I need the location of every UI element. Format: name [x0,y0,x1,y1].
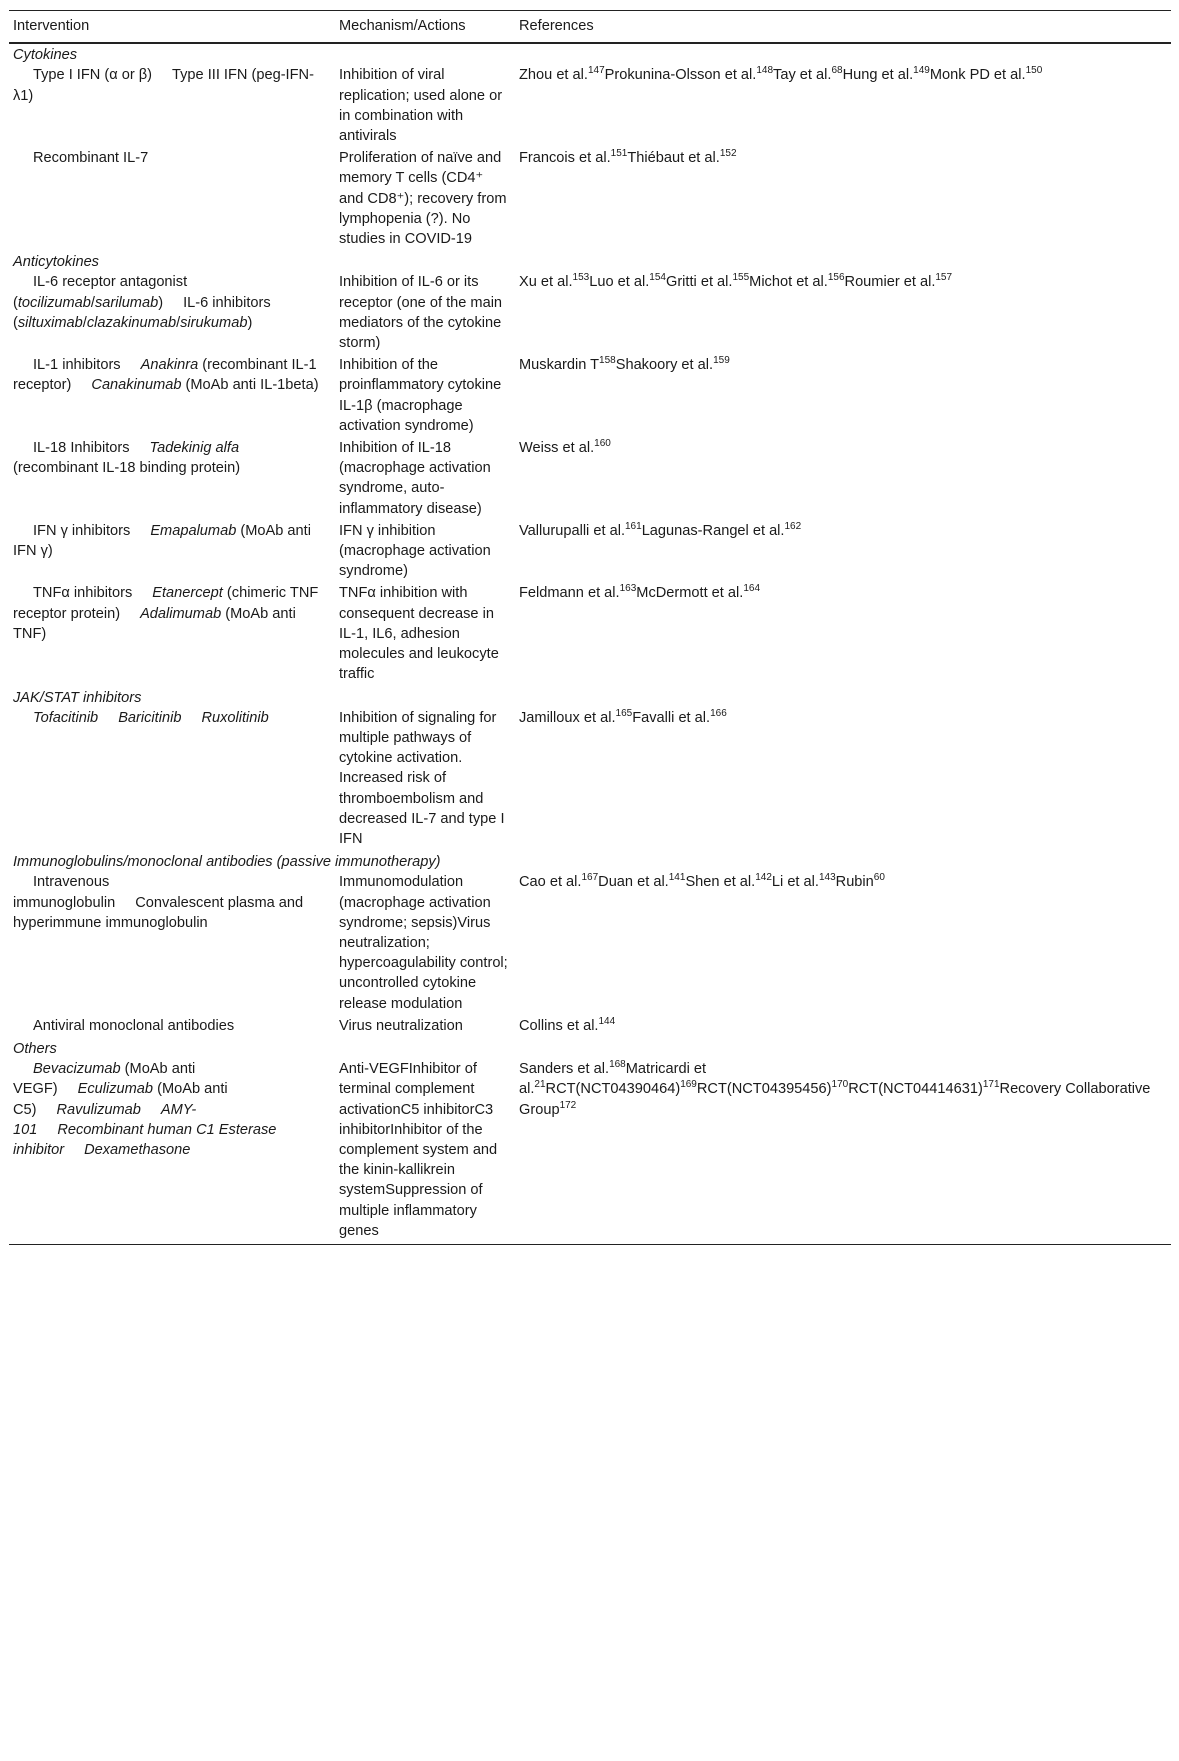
references-cell [515,521,1171,584]
reference-number: 171 [982,1079,1000,1091]
reference-number: 157 [935,272,953,284]
table-row [9,65,1171,148]
reference-text: Vallurupalli et al. [519,522,625,539]
drug-name: Dexamethasone [84,1141,191,1158]
separator: ) [247,314,253,331]
references-cell [515,708,1171,851]
reference-number: 144 [598,1015,616,1027]
reference-text: Michot et al. [749,274,828,291]
intervention-text: Antiviral monoclonal antibodies [33,1017,235,1034]
references-cell [515,65,1171,148]
reference-text: Matricardi et al. [519,1061,707,1098]
references-cell [515,272,1171,355]
table-row [9,272,1171,355]
drug-name: Baricitinib [118,709,182,726]
intervention-cell [9,355,335,438]
reference-number: 166 [710,707,727,719]
section-row-jak-stat [9,687,1171,708]
separator: / [176,314,181,331]
reference-text: RCT(NCT04390464) [545,1081,681,1098]
intervention-text: IL-18 Inhibitors [33,440,130,457]
reference-number: 142 [755,872,772,884]
reference-text: Shen et al. [685,874,756,891]
section-label: Immunoglobulins/monoclonal antibodies (passive immunotherapy) [13,854,441,871]
drug-name: Eculizumab [77,1081,154,1098]
intervention-text: (recombinant IL-1 receptor) [13,357,317,394]
reference-text: Jamilloux et al. [519,709,616,726]
reference-number: 147 [587,65,605,77]
drug-name: Recombinant human C1 Esterase inhibitor [13,1121,277,1158]
reference-number: 148 [756,65,774,77]
intervention-name: Type I IFN (α or β) [33,67,153,84]
mechanism-cell: Inhibition of signaling for multiple pathways of cytokine activation. Increased risk of thromboembolism and decreased IL-7 and type I IFN [339,709,505,847]
reference-text: Gritti et al. [665,274,733,291]
reference-number: 161 [625,521,642,533]
intervention-text: (MoAb anti IFN γ) [13,522,311,560]
reference-text: Hung et al. [842,67,914,84]
mechanism-cell: Inhibition of IL-18 (macrophage activation syndrome, auto-inflammatory disease) [339,440,491,517]
drug-name: Ravulizumab [56,1101,141,1118]
therapy-table [9,10,1171,1245]
reference-number: 159 [713,355,730,367]
mechanism-cell: Anti-VEGFInhibitor of terminal complement activationC5 inhibitorC3 inhibitorInhibitor of the complement system and the kinin-kallikrein systemSuppression of multiple inflammatory genes [335,1059,515,1244]
section-row-cytokines [9,43,1171,65]
section-label: Others [13,1040,57,1057]
references-cell [515,148,1171,251]
reference-text: RCT(NCT04414631) [848,1081,983,1098]
intervention-text: (MoAb anti C5) [13,1081,228,1118]
reference-text: Sanders et al. [519,1061,610,1078]
reference-text: Shakoory et al. [615,357,714,374]
reference-text: Muskardin T [519,357,600,374]
drug-name: siltuximab [17,314,83,331]
reference-text: Collins et al. [519,1017,599,1034]
reference-text: Francois et al. [519,150,611,167]
reference-number: 165 [615,707,633,719]
header-mechanism: Mechanism/Actions [335,11,515,44]
reference-text: Li et al. [771,874,819,891]
drug-name: Canakinumab [91,377,182,394]
intervention-cell [9,1016,335,1038]
drug-name: AMY-101 [13,1101,197,1138]
intervention-text: (MoAb anti VEGF) [13,1061,196,1098]
intervention-cell [9,148,335,251]
intervention-name: Recombinant IL-7 [33,150,149,167]
reference-text: Zhou et al. [519,67,588,84]
drug-name: tocilizumab [17,294,91,311]
reference-number: 154 [649,272,666,284]
reference-number: 151 [610,148,628,160]
intervention-text: (chimeric TNF receptor protein) [13,585,319,622]
reference-text: Weiss et al. [519,440,595,457]
intervention-text: (recombinant IL-18 binding protein) [13,460,241,477]
reference-number: 168 [609,1059,626,1071]
reference-text: Monk PD et al. [929,67,1026,84]
references-cell [515,872,1171,1015]
drug-name: sarilumab [94,294,159,311]
mechanism-cell: Inhibition of IL-6 or its receptor (one of the main mediators of the cytokine storm) [339,274,503,352]
reference-number: 143 [818,872,836,884]
mechanism-cell: Inhibition of viral replication; used alone or in combination with antivirals [339,67,503,145]
intervention-text: (MoAb anti TNF) [13,605,296,642]
intervention-text: (MoAb anti IL-1beta) [185,377,319,394]
reference-text: Favalli et al. [632,709,711,726]
intervention-cell [9,521,335,584]
reference-text: Recovery Collaborative Group [519,1081,1151,1118]
table-row [9,583,1171,686]
separator: / [90,294,95,311]
intervention-text: IL-6 receptor antagonist ( [13,274,188,311]
header-intervention: Intervention [9,11,335,44]
reference-text: Cao et al. [519,874,582,891]
intervention-cell [9,272,335,355]
references-cell [515,583,1171,686]
reference-number: 162 [784,521,802,533]
intervention-cell [9,1059,335,1244]
drug-name: Emapalumab [150,522,237,539]
intervention-cell [9,872,335,1015]
reference-number: 60 [873,872,885,884]
table-row [9,355,1171,438]
references-cell [515,1016,1171,1038]
reference-text: Lagunas-Rangel et al. [641,522,785,539]
table-row [9,1059,1171,1244]
reference-number: 172 [559,1099,577,1111]
references-cell [515,438,1171,521]
section-label: Cytokines [13,47,78,64]
mechanism-cell: Immunomodulation (macrophage activation syndrome; sepsis)Virus neutralization; hypercoagulability control; uncontrolled cytokine release modulation [339,874,508,1012]
drug-name: Bevacizumab [33,1061,121,1078]
section-row-immunoglobulins [9,851,1171,872]
reference-number: 150 [1025,65,1043,77]
references-cell [515,1059,1171,1244]
intervention-cell [9,708,335,851]
reference-text: Xu et al. [519,274,573,291]
header-references: References [515,11,1171,44]
separator: / [82,314,87,331]
intervention-name: Type III IFN (peg-IFN-λ1) [13,67,314,104]
drug-name: Tadekinig alfa [149,440,240,457]
reference-text: Prokunina-Olsson et al. [604,67,757,84]
intervention-cell [9,583,335,686]
mechanism-cell: Inhibition of the proinflammatory cytokine IL-1β (macrophage activation syndrome) [339,357,502,434]
drug-name: Anakinra [140,357,199,374]
separator: ) [158,294,164,311]
drug-name: sirukumab [180,314,248,331]
reference-number: 141 [668,872,686,884]
intervention-text: IFN γ inhibitors [33,522,131,539]
reference-text: RCT(NCT04395456) [696,1081,832,1098]
mechanism-cell: Virus neutralization [339,1017,463,1034]
reference-number: 167 [581,872,599,884]
reference-number: 170 [831,1079,849,1091]
section-label: JAK/STAT inhibitors [13,689,142,706]
table-row [9,872,1171,1015]
reference-number: 152 [719,148,737,160]
drug-name: Ruxolitinib [201,709,269,726]
reference-text: Luo et al. [589,274,650,291]
section-label: Anticytokines [13,254,99,271]
section-row-others [9,1038,1171,1059]
references-cell [515,355,1171,438]
reference-number: 153 [572,272,590,284]
mechanism-cell: Proliferation of naïve and memory T cells (CD4⁺ and CD8⁺); recovery from lymphopenia (?). No studies in COVID-19 [339,150,507,248]
reference-number: 21 [534,1079,546,1091]
drug-name: Etanercept [152,585,223,602]
intervention-text: Convalescent plasma and hyperimmune immunoglobulin [13,894,304,931]
reference-number: 68 [831,65,843,77]
table-row [9,1016,1171,1038]
reference-number: 163 [619,583,637,595]
intervention-text: Intravenous immunoglobulin [13,874,116,911]
reference-number: 158 [599,355,616,367]
reference-number: 156 [827,272,845,284]
drug-name: clazakinumab [86,314,177,331]
intervention-text: IL-1 inhibitors [33,357,121,374]
reference-text: Feldmann et al. [519,585,620,602]
reference-number: 169 [680,1079,697,1091]
mechanism-cell: IFN γ inhibition (macrophage activation syndrome) [339,522,491,580]
table-row [9,708,1171,851]
reference-text: Roumier et al. [844,274,936,291]
mechanism-cell: TNFα inhibition with consequent decrease in IL-1, IL6, adhesion molecules and leukocyte traffic [339,585,499,683]
intervention-cell [9,438,335,521]
reference-number: 149 [913,65,930,77]
reference-text: Duan et al. [598,874,669,891]
reference-text: Tay et al. [773,67,832,84]
table-row [9,148,1171,251]
reference-text: McDermott et al. [636,585,744,602]
therapy-table-container [9,10,1171,1245]
reference-number: 155 [732,272,750,284]
table-header-row [9,11,1171,44]
reference-number: 164 [743,583,761,595]
reference-text: Rubin [835,874,874,891]
intervention-cell [9,65,335,148]
table-row [9,438,1171,521]
section-row-anticytokines [9,251,1171,272]
drug-name: Tofacitinib [33,709,99,726]
drug-name: Adalimumab [140,605,222,622]
table-row [9,521,1171,584]
intervention-text: IL-6 inhibitors ( [13,294,271,331]
reference-text: Thiébaut et al. [627,150,720,167]
reference-number: 160 [594,438,611,450]
intervention-text: TNFα inhibitors [33,585,133,602]
